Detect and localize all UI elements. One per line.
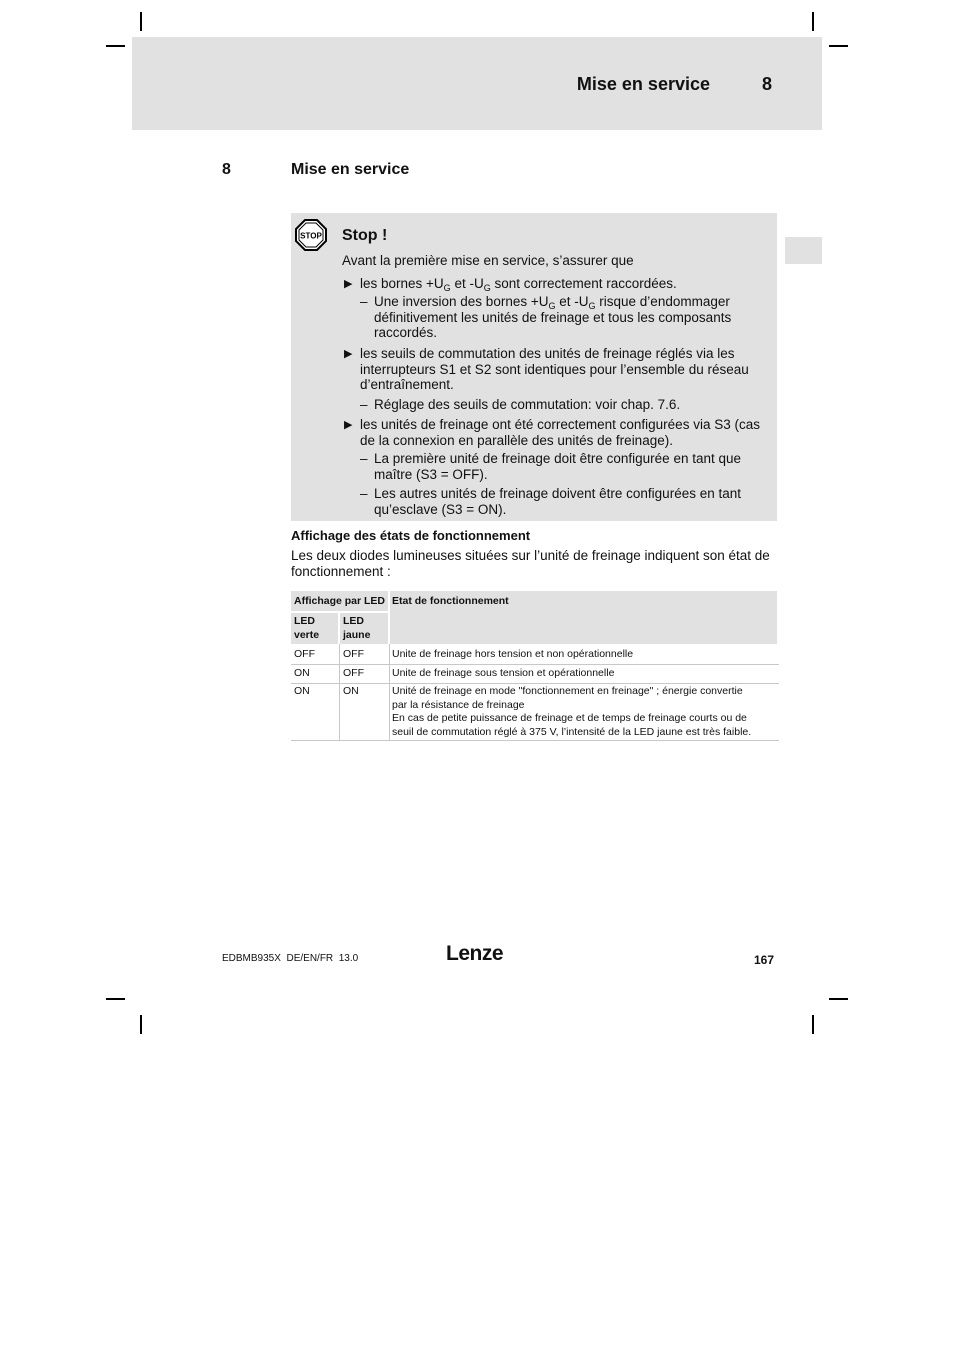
table-header-state: Etat de fonctionnement — [392, 595, 509, 607]
dash-item: – La première unité de freinage doit être configurée en tant que maître (S3 = OFF). — [360, 451, 741, 482]
table-cell: Unite de freinage hors tension et non opérationnelle — [392, 648, 634, 660]
dash-marker: – — [360, 397, 368, 412]
section-title: Mise en service — [291, 161, 410, 178]
dash-item: – Réglage des seuils de commutation: voir chap. 7.6. — [360, 397, 681, 412]
table-cell: Unité de freinage en mode "fonctionnement en freinage" ; énergie convertie par la résistance de freinage En cas de petite puissance de freinage et de temps de freinage courts ou de seuil de commutation réglé à 375 V, l’intensité de la LED jaune est très faible. — [392, 685, 752, 738]
page-number: 167 — [754, 953, 775, 967]
led-status-table — [291, 591, 779, 741]
header-chapter-number: 8 — [762, 74, 773, 94]
header-band — [132, 37, 822, 130]
table-cell: OFF — [294, 648, 315, 660]
crop-mark — [812, 12, 814, 31]
dash-marker: – — [360, 486, 368, 501]
stop-intro: Avant la première mise en service, s’assurer que — [342, 253, 634, 268]
stop-sign-icon — [295, 219, 327, 251]
document-code: EDBMB935X DE/EN/FR 13.0 — [222, 953, 359, 964]
crop-mark — [106, 45, 125, 47]
lenze-logo: Lenze — [446, 942, 504, 965]
triangle-bullet-icon: ▶ — [344, 278, 353, 290]
table-cell: ON — [343, 685, 359, 697]
crop-mark — [106, 998, 125, 1000]
dash-item: – Les autres unités de freinage doivent être configurées en tant qu’esclave (S3 = ON). — [360, 486, 741, 517]
stop-title: Stop ! — [342, 227, 388, 244]
table-cell: Unite de freinage sous tension et opérationnelle — [392, 667, 615, 679]
crop-mark — [812, 1015, 814, 1034]
triangle-bullet-icon: ▶ — [344, 419, 353, 431]
crop-mark — [829, 998, 848, 1000]
dash-marker: – — [360, 294, 368, 309]
crop-mark — [140, 12, 142, 31]
stop-sign-text: STOP — [300, 231, 322, 241]
chapter-side-tab — [785, 237, 822, 264]
table-header-led-green: LED verte — [294, 615, 320, 641]
header-title: Mise en service — [576, 74, 710, 94]
stop-warning-box — [291, 213, 777, 521]
body-paragraph: Les deux diodes lumineuses situées sur l’unité de freinage indiquent son état de fonctionnement : — [291, 548, 770, 579]
dash-marker: – — [360, 451, 368, 466]
dash-item: – Une inversion des bornes $+U_G$ et $-U_G$ risque d’endommager définitivement les unités de freinage et tous les composants raccordés. — [360, 294, 732, 340]
crop-mark — [140, 1015, 142, 1034]
table-cell: ON — [294, 667, 310, 679]
triangle-bullet-icon: ▶ — [344, 348, 353, 360]
table-header-led-yellow: LED jaune — [343, 615, 371, 641]
table-cell: OFF — [343, 667, 364, 679]
bullet-item: ▶ les bornes $+U_G$ et $-U_G$ sont correctement raccordées. — [344, 276, 677, 293]
section-number: 8 — [222, 161, 231, 178]
table-header-led: Affichage par LED — [294, 595, 386, 607]
bullet-item: ▶ les seuils de commutation des unités de freinage réglés via les interrupteurs S1 et S2 sont identiques pour l’ensemble du réseau d’entraînement. — [344, 346, 749, 392]
crop-mark — [829, 45, 848, 47]
bullet-item: ▶ les unités de freinage ont été correctement configurées via S3 (cas de la connexion en parallèle des unités de freinage). — [344, 417, 760, 448]
table-cell: OFF — [343, 648, 364, 660]
table-cell: ON — [294, 685, 310, 697]
sub-heading: Affichage des états de fonctionnement — [291, 528, 531, 543]
